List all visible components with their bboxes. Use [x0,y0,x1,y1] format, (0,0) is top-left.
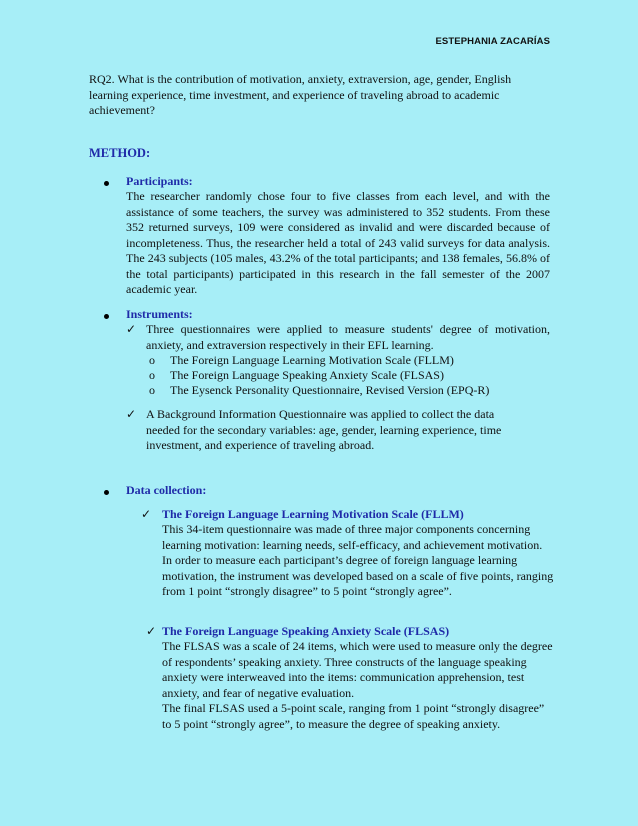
checkmark-icon: ✓ [146,624,157,638]
instrument-item-fllm: The Foreign Language Learning Motivation Scale (FLLM) [170,353,454,367]
sub-bullet-icon: o [149,353,155,367]
research-question: RQ2. What is the contribution of motivation, anxiety, extraversion, age, gender, English learning experience, time investment, and experience of traveling abroad to academic achievement? [89,72,512,117]
section-heading-method: METHOD: [89,146,151,160]
fllm-text: This 34-item questionnaire was made of three major components concerning learning motivation: learning needs, self-efficacy, and achievement motivation. In order to measure each participant’s degree of foreign language learning motivation, the instrument was developed based on a scale of five points, ranging from 1 point “strongly disagree” to 5 point “strongly agree”. [162,522,554,598]
instrument-item-flsas: The Foreign Language Speaking Anxiety Scale (FLSAS) [170,368,444,382]
participants-text: The researcher randomly chose four to five classes from each level, and with the assistance of some teachers, the survey was administered to 352 students. From these 352 returned surveys, 109 were considered as invalid and were discarded because of incompleteness. Thus, the researcher held a total of 243 valid surveys for data analysis. The 243 subjects (105 males, 43.2% of the total participants; and 138 females, 56.8% of the total participants) participated in this research in the fall semester of the 2007 academic year. [126,189,550,296]
checkmark-icon: ✓ [126,322,137,336]
sub-bullet-icon: o [149,368,155,382]
checkmark-icon: ✓ [126,407,137,421]
participants-title: Participants: [126,174,193,188]
instruments-check2: A Background Information Questionnaire was applied to collect the data needed for the secondary variables: age, gender, learning experience, time investment, and experience of traveling abroad. [146,407,502,452]
instruments-title: Instruments: [126,307,193,321]
instrument-item-epqr: The Eysenck Personality Questionnaire, Revised Version (EPQ-R) [170,383,490,397]
fllm-title: The Foreign Language Learning Motivation Scale (FLLM) [162,507,464,521]
sub-bullet-icon: o [149,383,155,397]
data-collection-title: Data collection: [126,483,207,497]
bullet-dot-icon [104,314,109,319]
checkmark-icon: ✓ [141,507,152,521]
flsas-text-2: The final FLSAS used a 5-point scale, ranging from 1 point “strongly disagree” to 5 point “strongly agree”, to measure the degree of speaking anxiety. [162,701,545,731]
instruments-check1: Three questionnaires were applied to measure students' degree of motivation, anxiety, and extraversion respectively in their EFL learning. [146,322,550,352]
flsas-title: The Foreign Language Speaking Anxiety Scale (FLSAS) [162,624,450,638]
header-author: ESTEPHANIA ZACARÍAS [435,36,550,47]
flsas-text-1: The FLSAS was a scale of 24 items, which were used to measure only the degree of respondents’ speaking anxiety. Three constructs of the language speaking anxiety were interweaved into the items: communication apprehension, test anxiety, and fear of negative evaluation. [162,639,553,700]
bullet-dot-icon [104,490,109,495]
bullet-dot-icon [104,181,109,186]
